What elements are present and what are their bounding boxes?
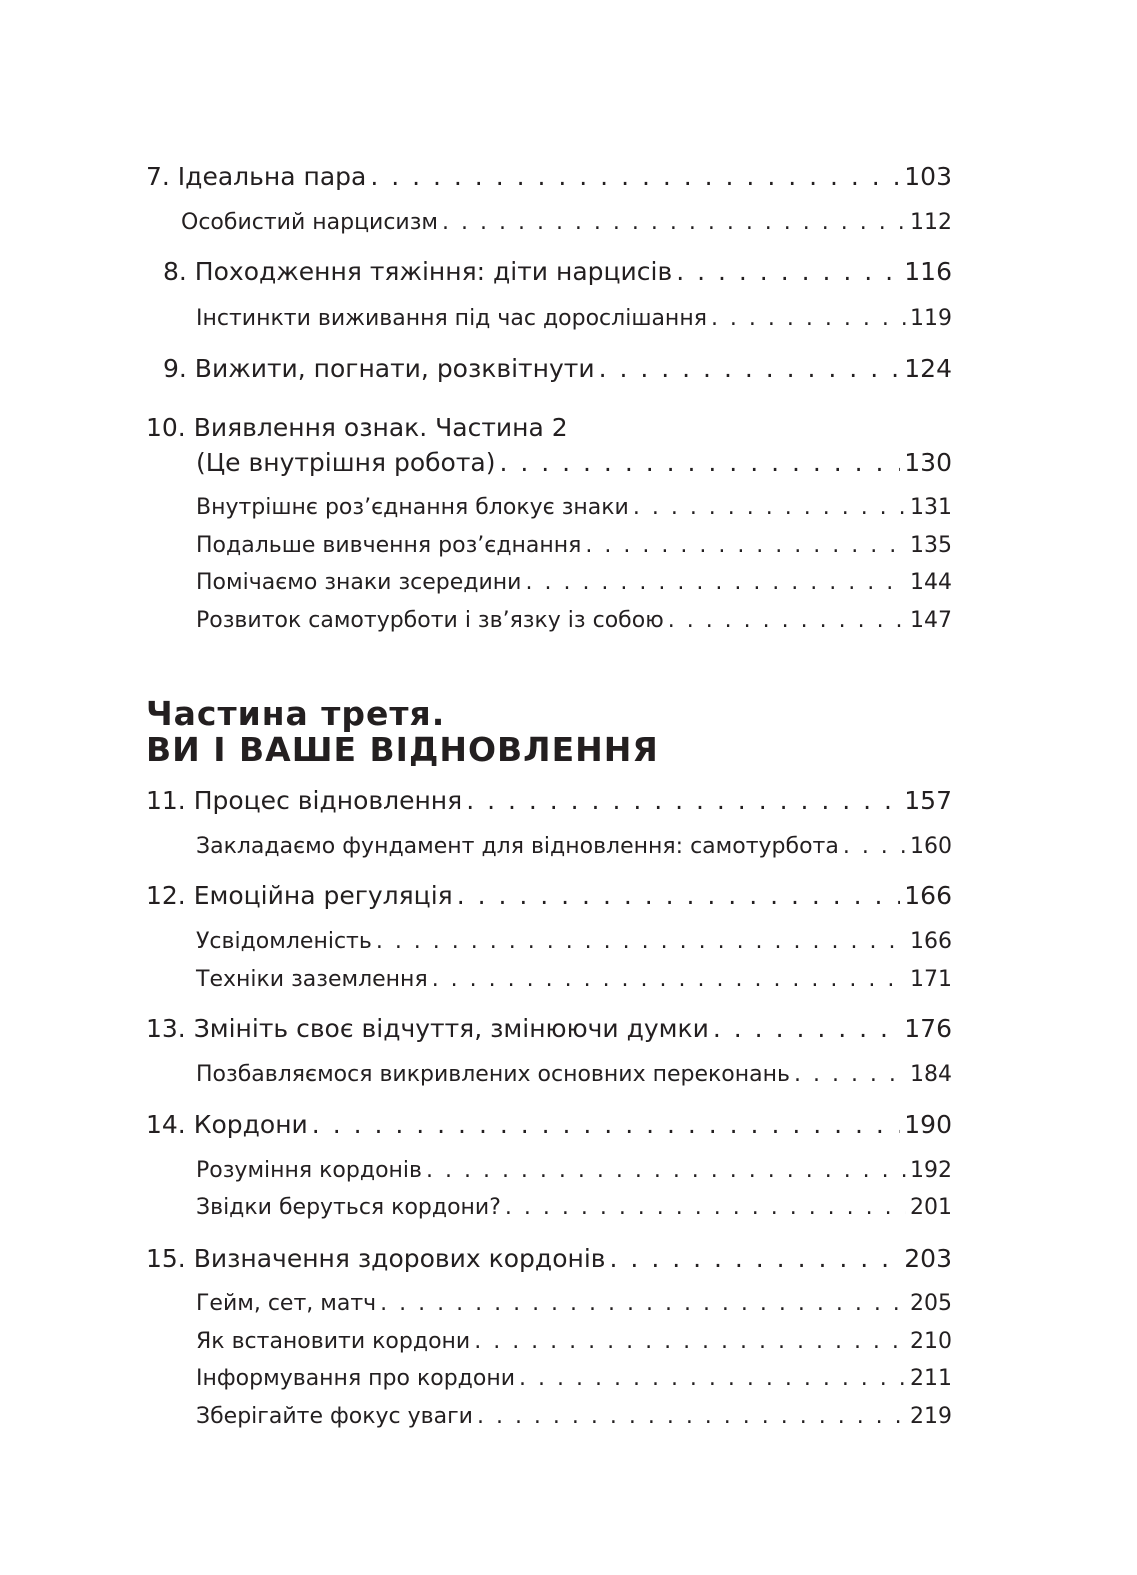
toc-entry-title: 15. Визначення здорових кордонів [146,1244,606,1273]
toc-entry-title: Гейм, сет, матч [196,1291,377,1316]
toc-entry-page: 112 [910,210,952,235]
toc-entry-page: 201 [910,1195,952,1220]
toc-entry-section [0,834,952,859]
toc-entry-chapter-10 [0,448,952,477]
toc-entry-section [0,306,952,331]
toc-entry-title: Інстинкти виживання під час дорослішання [196,306,707,331]
toc-entry-section [0,967,952,992]
toc-entry-page: 203 [904,1244,952,1273]
toc-entry-page: 171 [910,967,952,992]
toc-entry-chapter-11 [0,786,952,815]
dot-leader [843,834,906,859]
toc-entry-section [0,1195,952,1220]
dot-leader [376,929,906,954]
toc-entry-title: 14. Кордони [146,1110,308,1139]
toc-entry-chapter-15 [0,1244,952,1273]
dot-leader [633,495,906,520]
toc-entry-title: Як встановити кордони [196,1329,471,1354]
toc-entry-title: Звідки беруться кордони? [196,1195,501,1220]
dot-leader [442,210,906,235]
dot-leader [794,1062,906,1087]
toc-entry-section [0,1404,952,1429]
toc-entry-title: 7. Ідеальна пара [146,162,367,191]
toc-entry-section [0,533,952,558]
dot-leader [426,1158,906,1183]
toc-entry-title-line1: 10. Виявлення ознак. Частина 2 [146,413,568,442]
toc-entry-page: 205 [910,1291,952,1316]
toc-entry-chapter-12 [0,881,952,910]
toc-entry-section [0,1062,952,1087]
toc-entry-title: Зберігайте фокус уваги [196,1404,473,1429]
dot-leader [713,1014,900,1043]
toc-entry-section [0,1291,952,1316]
dot-leader [711,306,906,331]
toc-entry-title: (Це внутрішня робота) [196,448,496,477]
toc-entry-chapter-14 [0,1110,952,1139]
toc-entry-title: Усвідомленість [196,929,372,954]
toc-entry-title: Інформування про кордони [196,1366,516,1391]
toc-entry-title: Розвиток самотурботи і зв’язку із собою [196,608,664,633]
toc-entry-title: Техніки заземлення [196,967,428,992]
dot-leader [370,162,900,191]
toc-entry-title: Позбавляємося викривлених основних переконань [196,1062,790,1087]
toc-entry-section [0,1329,952,1354]
toc-entry-chapter-9 [0,354,952,383]
toc-entry-chapter-8 [0,257,952,286]
dot-leader [676,257,900,286]
toc-entry-page: 135 [910,533,952,558]
toc-entry-title: 11. Процес відновлення [146,786,463,815]
toc-entry-page: 192 [910,1158,952,1183]
toc-entry-section [0,570,952,595]
toc-entry-section [0,1366,952,1391]
toc-entry-page: 131 [910,495,952,520]
dot-leader [477,1404,906,1429]
dot-leader [585,533,906,558]
dot-leader [466,786,900,815]
toc-entry-title: 9. Вижити, погнати, розквітнути [163,354,595,383]
toc-entry-page: 211 [910,1366,952,1391]
toc-entry-section [0,495,952,520]
dot-leader [474,1329,906,1354]
toc-entry-page: 176 [904,1014,952,1043]
toc-entry-section [0,1158,952,1183]
dot-leader [432,967,906,992]
toc-entry-chapter-13 [0,1014,952,1043]
toc-entry-page: 166 [904,881,952,910]
toc-entry-title: Розуміння кордонів [196,1158,422,1183]
toc-entry-page: 184 [910,1062,952,1087]
toc-entry-page: 160 [910,834,952,859]
part-heading-line2: ВИ І ВАШЕ ВІДНОВЛЕННЯ [146,730,659,769]
dot-leader [519,1366,906,1391]
toc-entry-title: Помічаємо знаки зсередини [196,570,522,595]
toc-entry-section [0,608,952,633]
part-heading-line1: Частина третя. [146,694,446,733]
toc-entry-page: 166 [910,929,952,954]
toc-entry-page: 124 [904,354,952,383]
dot-leader [505,1195,906,1220]
toc-entry-page: 116 [904,257,952,286]
dot-leader [668,608,906,633]
toc-entry-page: 190 [904,1110,952,1139]
toc-entry-page: 210 [910,1329,952,1354]
toc-entry-page: 157 [904,786,952,815]
toc-entry-page: 130 [904,448,952,477]
toc-entry-title: 12. Емоційна регуляція [146,881,453,910]
dot-leader [525,570,906,595]
toc-entry-chapter-7 [0,162,952,191]
toc-entry-page: 103 [904,162,952,191]
toc-entry-section [0,210,952,235]
toc-entry-page: 219 [910,1404,952,1429]
toc-entry-title: 13. Змініть своє відчуття, змінюючи думки [146,1014,709,1043]
toc-entry-title: Закладаємо фундамент для відновлення: самотурбота [196,834,839,859]
dot-leader [380,1291,906,1316]
toc-entry-page: 144 [910,570,952,595]
dot-leader [610,1244,901,1273]
toc-entry-title: Особистий нарцисизм [181,210,439,235]
toc-entry-page: 119 [910,306,952,331]
toc-entry-title: 8. Походження тяжіння: діти нарцисів [163,257,673,286]
toc-entry-section [0,929,952,954]
dot-leader [457,881,901,910]
toc-entry-page: 147 [910,608,952,633]
dot-leader [599,354,901,383]
dot-leader [499,448,900,477]
toc-entry-title: Подальше вивчення роз’єднання [196,533,582,558]
dot-leader [312,1110,900,1139]
toc-entry-title: Внутрішнє роз’єднання блокує знаки [196,495,629,520]
